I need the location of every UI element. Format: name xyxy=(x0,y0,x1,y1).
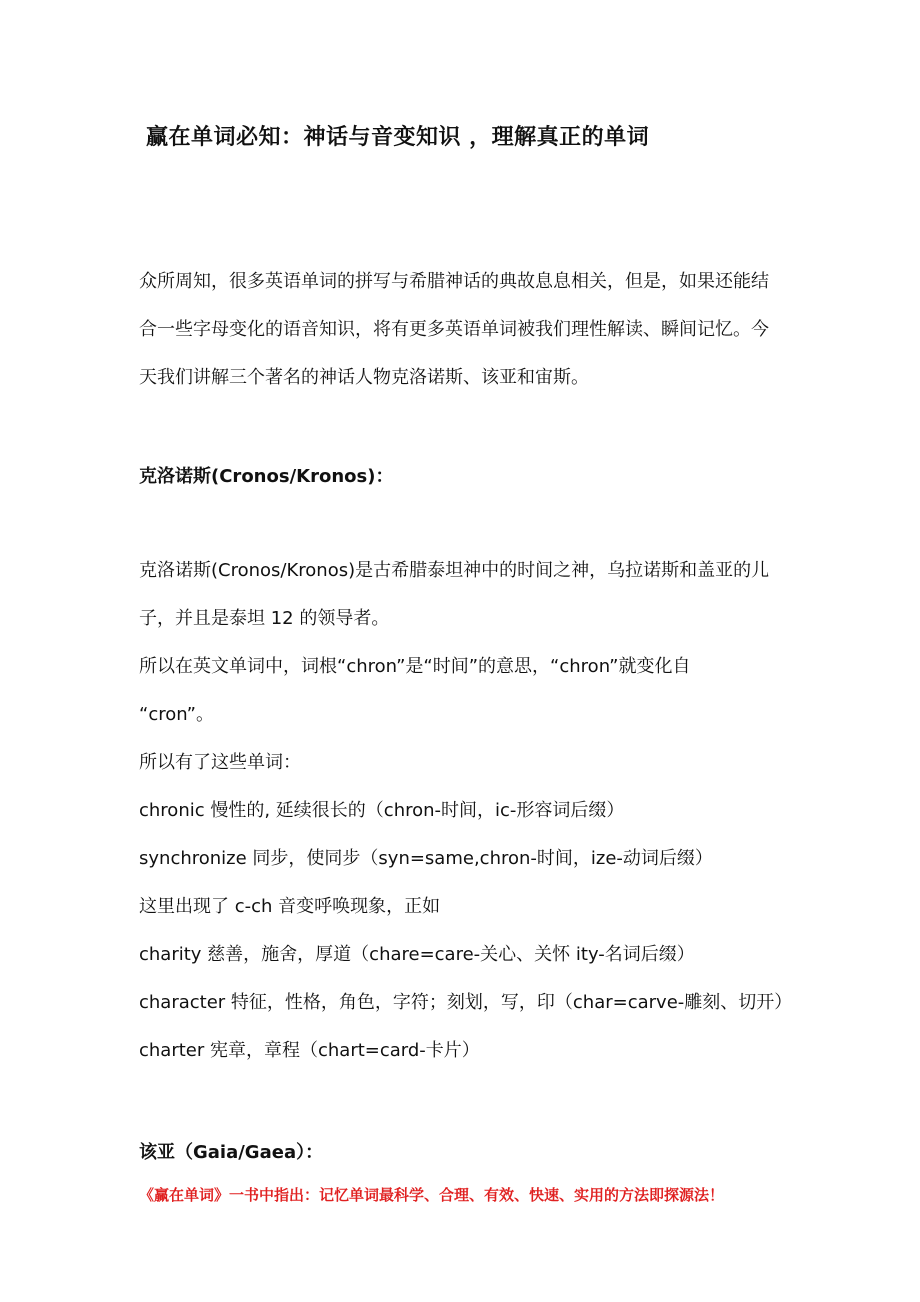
intro-line: 天我们讲解三个著名的神话人物克洛诺斯、该亚和宙斯。 xyxy=(139,367,589,388)
word-entry-character: character 特征，性格，角色，字符；刻划，写，印（char=carve-雕刻、切开） xyxy=(139,992,793,1013)
body-line: 所以在英文单词中，词根“chron”是“时间”的意思，“chron”就变化自 xyxy=(139,656,691,677)
body-line: 子，并且是泰坦 12 的领导者。 xyxy=(139,608,390,629)
promo-banner: 《赢在单词》一书中指出：记忆单词最科学、合理、有效、快速、实用的方法即探源法！ xyxy=(139,1186,725,1204)
page-title: 赢在单词必知：神话与音变知识 ，理解真正的单词 xyxy=(146,125,650,150)
word-entry-charter: charter 宪章，章程（chart=card-卡片） xyxy=(139,1040,480,1061)
cronos-body xyxy=(139,547,799,1075)
word-entry-chronic: chronic 慢性的, 延续很长的（chron-时间，ic-形容词后缀） xyxy=(139,800,625,821)
word-entry-synchronize: synchronize 同步，使同步（syn=same,chron-时间，ize-动词后缀） xyxy=(139,848,713,869)
body-line: “cron”。 xyxy=(139,704,214,725)
word-entry-charity: charity 慈善，施舍，厚道（chare=care-关心、关怀 ity-名词后缀） xyxy=(139,944,695,965)
intro-line: 合一些字母变化的语音知识，将有更多英语单词被我们理性解读、瞬间记忆。今 xyxy=(139,319,769,340)
section-heading-gaia: 该亚（Gaia/Gaea）： xyxy=(139,1142,324,1163)
body-line: 克洛诺斯(Cronos/Kronos)是古希腊泰坦神中的时间之神，乌拉诺斯和盖亚的儿 xyxy=(139,560,770,581)
intro-paragraph xyxy=(139,258,799,402)
intro-line: 众所周知，很多英语单词的拼写与希腊神话的典故息息相关，但是，如果还能结 xyxy=(139,271,769,292)
body-line: 这里出现了 c-ch 音变呼唤现象，正如 xyxy=(139,896,441,917)
section-heading-cronos: 克洛诺斯(Cronos/Kronos)： xyxy=(139,466,394,487)
body-line: 所以有了这些单词： xyxy=(139,752,301,773)
